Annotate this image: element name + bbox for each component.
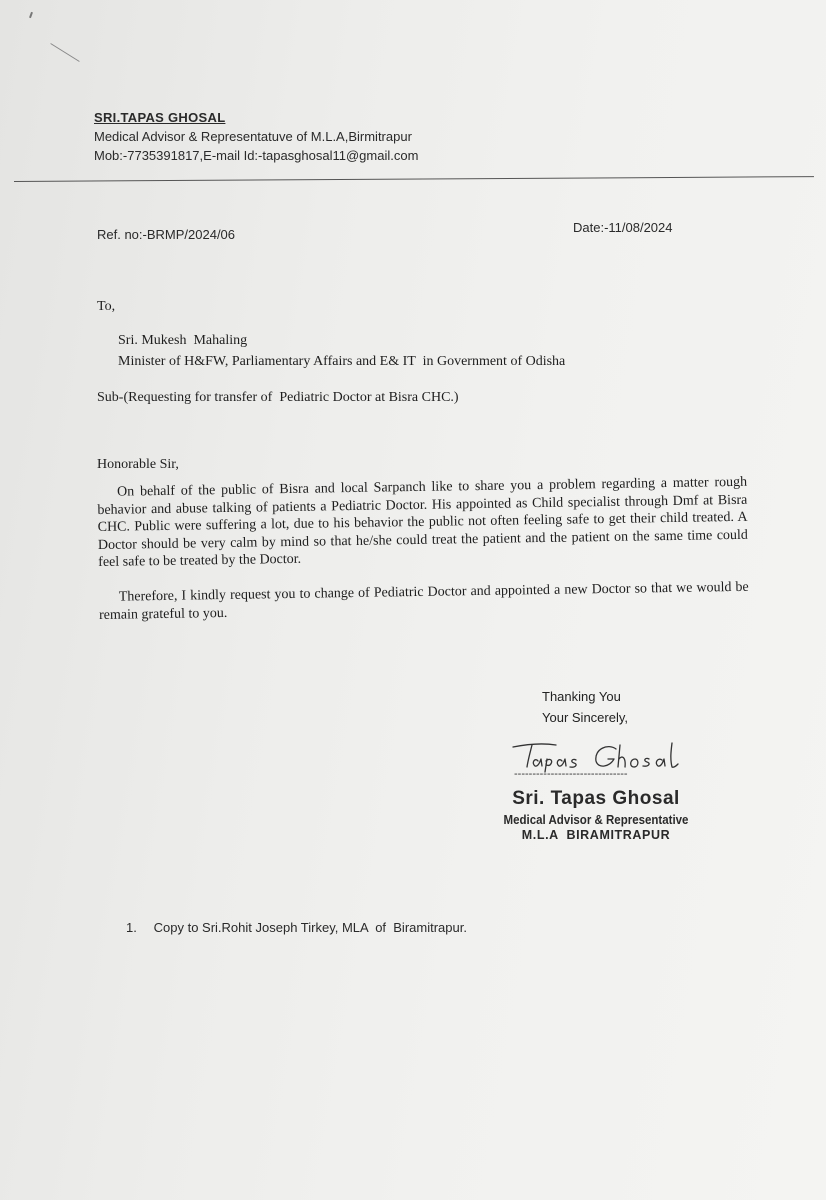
copy-text: Copy to Sri.Rohit Joseph Tirkey, MLA of Biramitrapur.: [153, 920, 467, 935]
closing-sincerely: Your Sincerely,: [542, 710, 628, 725]
signature-line: -------------------------------: [514, 768, 628, 780]
paper-mark: [29, 12, 33, 18]
body-paragraph: On behalf of the public of Bisra and local Sarpanch like to share you a problem regarding a matter rough behavior and abuse talking of patients a Pediatric Doctor. His appointed as Child specialist through Dmf at Bisra CHC. Public were suffering a lot, due to his behavior the public not often feeling safe to get their child treated. A Doctor should be very calm by mind so that he/she could treat the patient and the patient on the same time could feel safe to be treated by the Doctor.: [97, 474, 749, 571]
signatory-title: Medical Advisor & Representative: [503, 813, 689, 827]
letterhead-contact: Mob:-7735391817,E-mail Id:-tapasghosal11@gmail.com: [94, 148, 419, 163]
body-paragraph: Therefore, I kindly request you to change of Pediatric Doctor and appointed a new Doctor so that we would be remain grateful to you.: [98, 579, 749, 623]
letterhead: [94, 110, 418, 163]
closing-block: [542, 686, 628, 728]
signatory-office: M.L.A BIRAMITRAPUR: [521, 828, 671, 842]
salutation: Honorable Sir,: [97, 457, 179, 472]
recipient-block: [118, 330, 565, 372]
recipient-name: Sri. Mukesh Mahaling: [118, 333, 248, 348]
letter-date: Date:-11/08/2024: [573, 220, 673, 235]
copy-to-line: [126, 920, 467, 935]
letterhead-divider: [14, 176, 814, 182]
paper-mark: [50, 43, 79, 62]
reference-number: Ref. no:-BRMP/2024/06: [97, 227, 236, 242]
signatory-stamp: [476, 788, 716, 842]
subject-line: Sub-(Requesting for transfer of Pediatric Doctor at Bisra CHC.): [97, 390, 459, 405]
copy-number: 1.: [126, 920, 137, 935]
recipient-designation: Minister of H&FW, Parliamentary Affairs and E& IT in Government of Odisha: [118, 354, 566, 369]
letter-body: [97, 474, 749, 624]
letterhead-name: SRI.TAPAS GHOSAL: [94, 110, 226, 125]
closing-thanks: Thanking You: [542, 689, 621, 704]
letterhead-designation: Medical Advisor & Representatuve of M.L.A,Birmitrapur: [94, 129, 412, 144]
signatory-name: Sri. Tapas Ghosal: [512, 788, 680, 809]
to-line: To,: [97, 299, 116, 314]
